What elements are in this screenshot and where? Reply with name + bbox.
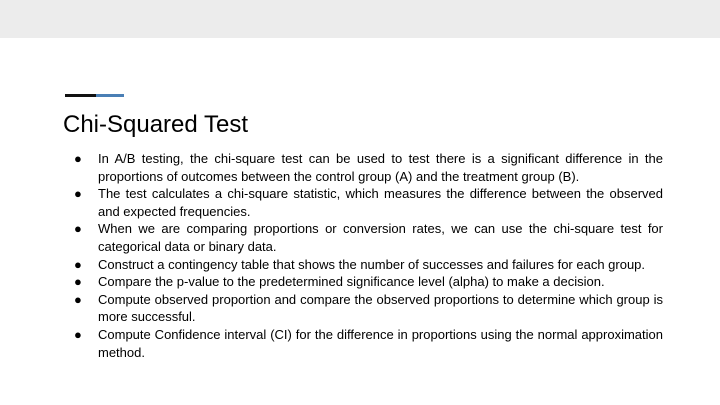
- bullet-text: In A/B testing, the chi-square test can be used to test there is a significant difference in the proportions of outcomes between the control group (A) and the treatment group (B).: [98, 151, 663, 184]
- bullet-dot-icon: ●: [74, 151, 82, 166]
- bullet-dot-icon: ●: [74, 291, 82, 307]
- bullet-list: [74, 150, 663, 361]
- bullet-item: [74, 150, 663, 185]
- bullet-text: When we are comparing proportions or conversion rates, we can use the chi-square test for categorical data or binary data.: [98, 221, 663, 254]
- slide: [0, 38, 720, 405]
- bullet-dot-icon: ●: [74, 256, 82, 272]
- bullet-text: Compute observed proportion and compare the observed proportions to determine which group is more successful.: [98, 291, 663, 325]
- bullet-dot-icon: ●: [74, 221, 82, 237]
- bullet-item: [74, 185, 663, 220]
- bullet-text: The test calculates a chi-square statistic, which measures the difference between the observed and expected frequencies.: [98, 186, 663, 219]
- bullet-dot-icon: ●: [74, 274, 82, 290]
- title-accent-line-blue: [96, 94, 124, 97]
- bullet-item: [74, 256, 663, 274]
- slide-title: Chi-Squared Test: [63, 111, 248, 138]
- bullet-item: [74, 326, 663, 361]
- bullet-item: [74, 291, 663, 326]
- bullet-text: Compare the p-value to the predetermined significance level (alpha) to make a decision.: [98, 274, 605, 290]
- bullet-text: Compute Confidence interval (CI) for the difference in proportions using the normal approximation method.: [98, 326, 663, 360]
- bullet-dot-icon: ●: [74, 326, 82, 342]
- bullet-item: [74, 220, 663, 255]
- title-accent-line-dark: [65, 94, 96, 97]
- top-band: [0, 0, 720, 38]
- bullet-item: [74, 273, 663, 291]
- bullet-dot-icon: ●: [74, 186, 82, 202]
- bullet-text: Construct a contingency table that shows the number of successes and failures for each group.: [98, 256, 646, 272]
